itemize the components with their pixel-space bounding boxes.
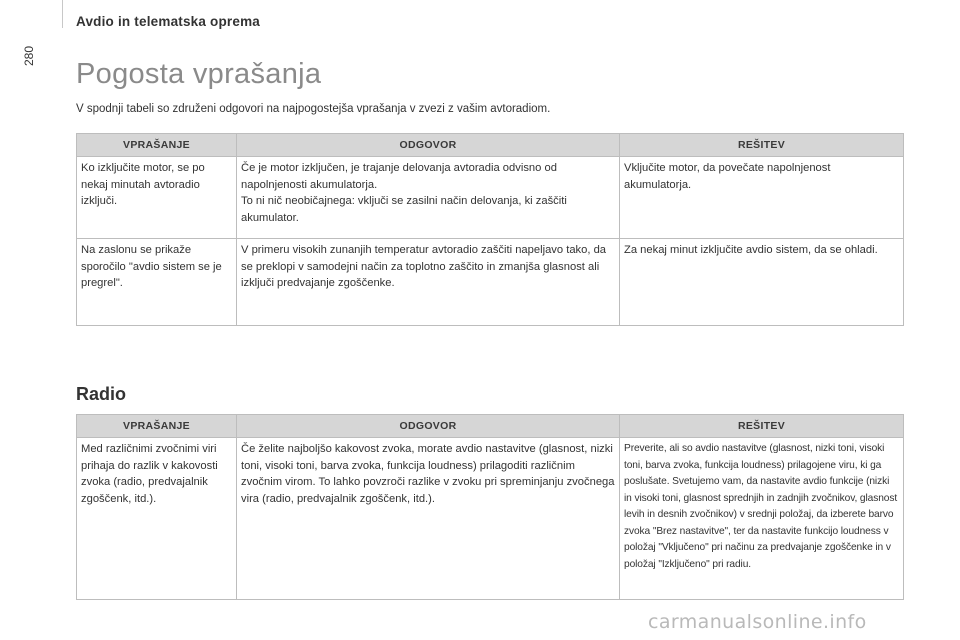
column-header-solution: REŠITEV xyxy=(620,134,904,157)
column-header-question: VPRAŠANJE xyxy=(77,415,237,438)
table-row xyxy=(77,239,904,326)
answer-cell xyxy=(237,438,620,600)
solution-cell: Za nekaj minut izključite avdio sistem, da se ohladi. xyxy=(620,239,904,326)
table-header-row xyxy=(77,415,904,438)
table-header-row xyxy=(77,134,904,157)
column-header-answer: ODGOVOR xyxy=(237,134,620,157)
question-cell: Na zaslonu se prikaže sporočilo "avdio sistem se je pregrel". xyxy=(77,239,237,326)
intro-text: V spodnji tabeli so združeni odgovori na najpogostejša vprašanja v zvezi z vašim avtoradiom. xyxy=(76,103,551,115)
answer-line: Če želite najboljšo kakovost zvoka, morate avdio nastavitve (glasnost, nizki toni, visoki toni, barva zvoka, funkcija loudness) prilagoditi različnim zvočnim virom. To lahko povzroči razlike v zvoku pri spreminjanju zvočnega vira (radio, predvajalnik zgoščenk, itd.). xyxy=(241,443,615,505)
answer-line: Če je motor izključen, je trajanje delovanja avtoradia odvisno od napolnjenosti akumulatorja. xyxy=(241,162,557,191)
question-cell: Ko izključite motor, se po nekaj minutah avtoradio izključi. xyxy=(77,157,237,239)
faq-table-general xyxy=(76,133,904,326)
watermark-text: carmanualsonline.info xyxy=(648,611,867,633)
table-row xyxy=(77,157,904,239)
solution-cell: Vključite motor, da povečate napolnjenost akumulatorja. xyxy=(620,157,904,239)
answer-cell xyxy=(237,157,620,239)
header-divider xyxy=(62,0,63,28)
section-header: Avdio in telematska oprema xyxy=(76,14,261,29)
question-cell: Med različnimi zvočnimi viri prihaja do razlik v kakovosti zvoka (radio, predvajalnik zgoščenk, itd.). xyxy=(77,438,237,600)
answer-line: V primeru visokih zunanjih temperatur avtoradio zaščiti napeljavo tako, da se preklopi v samodejni način za toplotno zaščito in zmanjša glasnost ali izključi predvajanje zgoščenke. xyxy=(241,244,607,289)
column-header-question: VPRAŠANJE xyxy=(77,134,237,157)
page-number: 280 xyxy=(22,45,36,66)
column-header-answer: ODGOVOR xyxy=(237,415,620,438)
answer-line: To ni nič neobičajnega: vključi se zasilni način delovanja, ki zaščiti akumulator. xyxy=(241,195,567,224)
faq-table-radio xyxy=(76,414,904,600)
solution-cell: Preverite, ali so avdio nastavitve (glasnost, nizki toni, visoki toni, barva zvoka, funkcija loudness) prilagojene viru, ki ga poslušate. Svetujemo vam, da nastavite avdio funkcije (nizki in visoki toni, glasnost sprednjih in zadnjih zvočnikov, glasnost levih in desnih zvočnikov) v srednji položaj, da izberete barvo zvoka "Brez nastavitve", ter da nastavite funkcijo loudness v položaj "Vključeno" pri načinu za predvajanje zgoščenke in v položaj "Izključeno" pri radiu. xyxy=(620,438,904,600)
radio-heading: Radio xyxy=(76,384,127,404)
table-row xyxy=(77,438,904,600)
page-title: Pogosta vprašanja xyxy=(76,58,322,90)
answer-cell xyxy=(237,239,620,326)
column-header-solution: REŠITEV xyxy=(620,415,904,438)
